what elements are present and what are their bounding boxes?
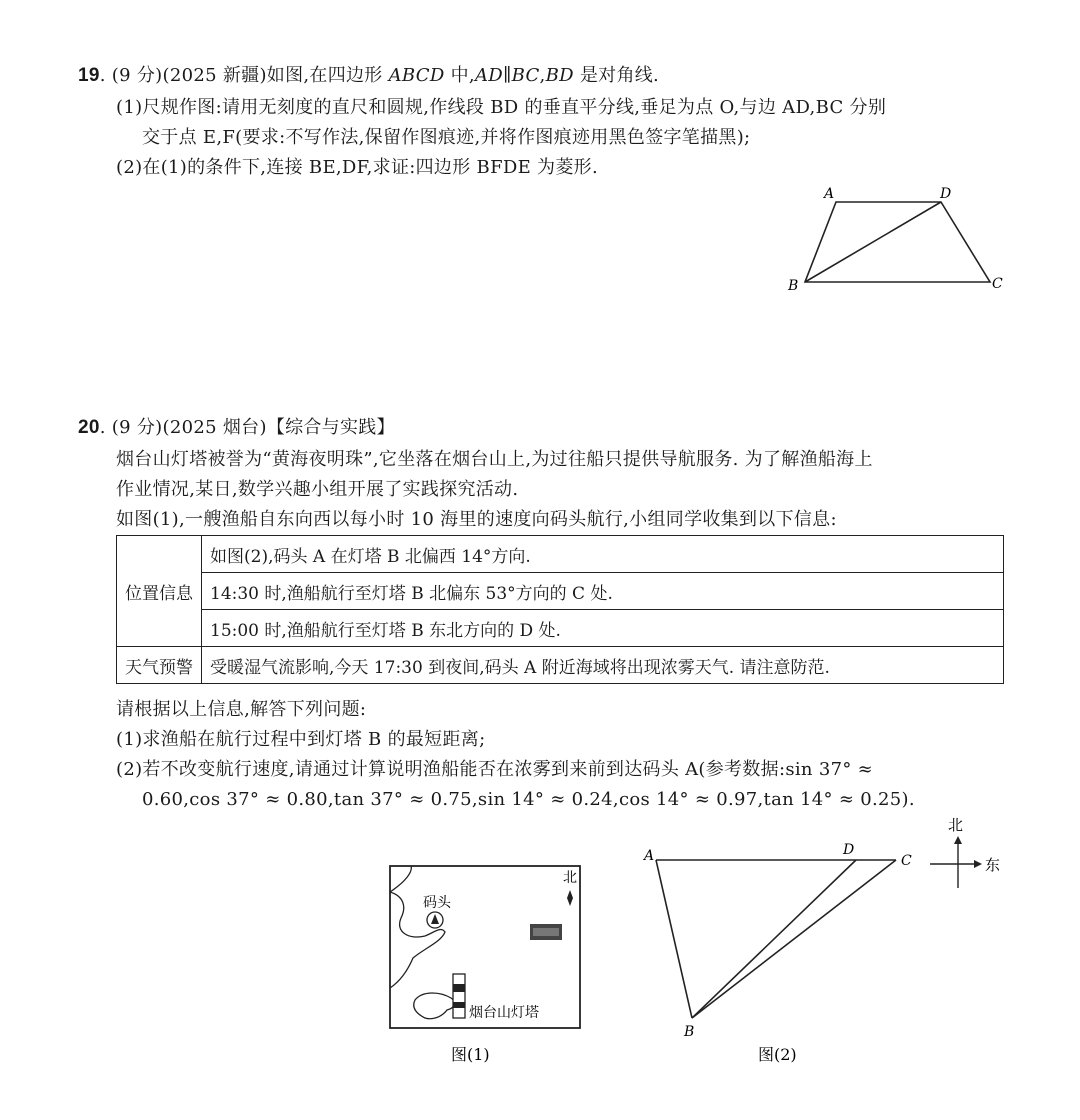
- north-arrow-icon: [954, 836, 962, 844]
- east-label: 东: [985, 856, 1001, 874]
- lighthouse-band-icon: [453, 984, 465, 992]
- dock-marker-icon: [431, 914, 439, 924]
- q19-part1-line1: (1)尺规作图:请用无刻度的直尺和圆规,作线段 BD 的垂直平分线,垂足为点 O,与边 AD,BC 分别: [116, 97, 887, 118]
- q19-figure: [780, 180, 1010, 295]
- q20-sub2-line1: (2)若不改变航行速度,请通过计算说明渔船能否在浓雾到来前到达码头 A(参考数据:sin 37° ≈: [116, 759, 874, 780]
- table-row: [117, 573, 1004, 610]
- quadrilateral-abcd: [805, 202, 990, 282]
- label-c: C: [901, 853, 912, 869]
- table-cell-row1: 如图(2),码头 A 在灯塔 B 北偏西 14°方向.: [202, 536, 1004, 573]
- compass-needle-icon: [567, 890, 573, 906]
- east-arrow-icon: [974, 860, 982, 868]
- diagonal-bd: [805, 202, 941, 282]
- label-c: C: [992, 276, 1003, 292]
- coastline: [390, 866, 445, 988]
- dock-label: 码头: [423, 895, 451, 911]
- label-a: A: [824, 186, 835, 202]
- q20-meta: . (9 分)(2025 烟台)【综合与实践】: [99, 417, 395, 438]
- table-row: [117, 536, 1004, 573]
- q19-meta: . (9 分)(2025 新疆)如图,在四边形: [99, 65, 389, 86]
- line-bd: [692, 860, 856, 1018]
- label-b: B: [684, 1024, 695, 1040]
- q20-sub1: (1)求渔船在航行过程中到灯塔 B 的最短距离;: [116, 729, 486, 750]
- q20-stem: [78, 416, 395, 440]
- table-row: [117, 647, 1004, 684]
- figure-2-caption: 图(2): [758, 1045, 797, 1064]
- figure-2-geometry: [638, 808, 1010, 1066]
- q19-bd: BD: [545, 65, 574, 86]
- label-d: D: [940, 186, 952, 202]
- q19-part2: (2)在(1)的条件下,连接 BE,DF,求证:四边形 BFDE 为菱形.: [116, 157, 598, 178]
- table-cell-row3: 15:00 时,渔船航行至灯塔 B 东北方向的 D 处.: [202, 610, 1004, 647]
- line-ab: [656, 860, 692, 1018]
- lighthouse-island: [414, 993, 455, 1019]
- lighthouse-icon: [453, 974, 465, 1018]
- line-bc: [692, 860, 896, 1018]
- q19-stem-mid: 中,: [444, 65, 475, 86]
- table-cell-row2: 14:30 时,渔船航行至灯塔 B 北偏东 53°方向的 C 处.: [202, 573, 1004, 610]
- label-weather-warning: 天气预警: [117, 647, 202, 684]
- info-table: [116, 535, 1004, 684]
- q20-intro3: 如图(1),一艘渔船自东向西以每小时 10 海里的速度向码头航行,小组同学收集到以下信息:: [116, 509, 837, 530]
- q19-part1-line2: 交于点 E,F(要求:不写作法,保留作图痕迹,并将作图痕迹用黑色签字笔描黑);: [142, 127, 751, 148]
- lighthouse-label: 烟台山灯塔: [469, 1005, 539, 1021]
- q20-ask: 请根据以上信息,解答下列问题:: [116, 699, 367, 720]
- label-d: D: [843, 842, 855, 858]
- label-position-info: 位置信息: [117, 536, 202, 647]
- map-frame: [390, 866, 580, 1028]
- q20-intro1: 烟台山灯塔被誉为“黄海夜明珠”,它坐落在烟台山上,为过往船只提供导航服务. 为了解渔船海上: [116, 449, 873, 470]
- lighthouse-band-icon: [453, 1002, 465, 1008]
- figure-1-map: [385, 862, 585, 1067]
- q19-bc: BC: [511, 65, 540, 86]
- label-a: A: [644, 848, 655, 864]
- q19-stem: [78, 64, 659, 88]
- table-cell-row4: 受暖湿气流影响,今天 17:30 到夜间,码头 A 附近海域将出现浓雾天气. 请注意防范.: [202, 647, 1004, 684]
- q19-ad: AD: [474, 65, 503, 86]
- q20-sub2-line2: 0.60,cos 37° ≈ 0.80,tan 37° ≈ 0.75,sin 14° ≈ 0.24,cos 14° ≈ 0.97,tan 14° ≈ 0.25).: [142, 789, 915, 810]
- figure-1-caption: 图(1): [451, 1045, 490, 1064]
- q20-intro2: 作业情况,某日,数学兴趣小组开展了实践探究活动.: [116, 479, 519, 500]
- ship-deck-icon: [533, 928, 559, 936]
- parallel-symbol: ∥: [502, 65, 512, 86]
- q19-quad: ABCD: [388, 65, 445, 86]
- label-b: B: [788, 278, 799, 294]
- map-north-label: 北: [563, 870, 577, 886]
- table-row: [117, 610, 1004, 647]
- north-label: 北: [948, 816, 964, 834]
- q20-number: 20: [78, 417, 100, 438]
- q19-stem-end: 是对角线.: [573, 65, 660, 86]
- q19-comma: ,: [539, 65, 546, 86]
- q19-number: 19: [78, 65, 100, 86]
